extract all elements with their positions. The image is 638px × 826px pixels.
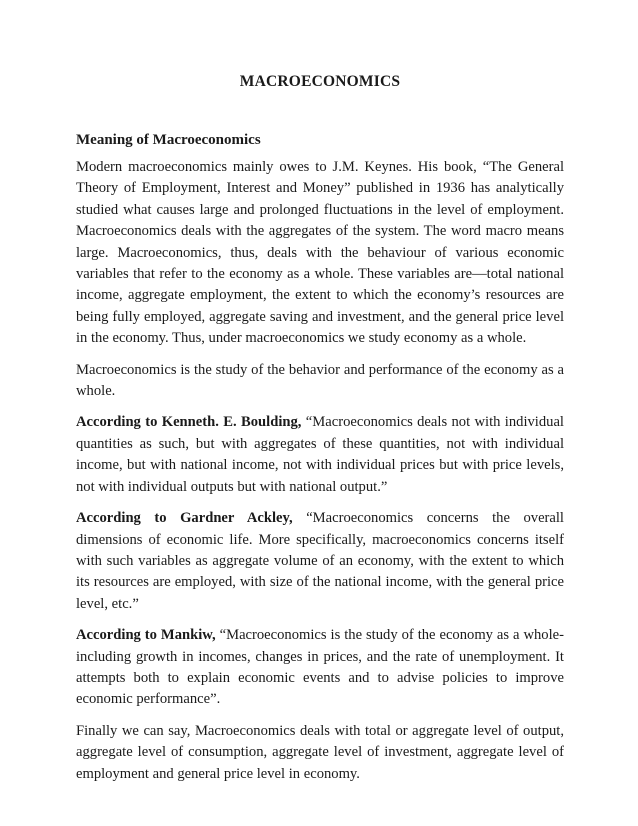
paragraph-ackley <box>76 508 564 615</box>
boulding-quote: “Macroeconomics deals not with individual quantities as such, but with aggregates of these quantities, not with individual income, but with national income, not with individual prices but with price levels, not with individual outputs but with national output.” <box>76 414 564 495</box>
paragraph-keynes: Modern macroeconomics mainly owes to J.M. Keynes. His book, “The General Theory of Employment, Interest and Money” published in 1936 has analytically studied what causes large and prolonged fluctuations in the level of employment. Macroeconomics deals with the aggregates of the system. The word macro means large. Macroeconomics, thus, deals with the behaviour of various economic variables that refer to the economy as a whole. These variables are—total national income, aggregate employment, the extent to which the economy’s resources are being fully employed, aggregate saving and investment, and the general price level in the economy. Thus, under macroeconomics we study economy as a whole. <box>76 159 564 347</box>
paragraph-conclusion: Finally we can say, Macroeconomics deals with total or aggregate level of output, aggregate level of consumption, aggregate level of investment, aggregate level of employment and general price level in economy. <box>76 722 564 782</box>
section-heading: Meaning of Macroeconomics <box>76 132 261 148</box>
paragraph-boulding <box>76 412 564 498</box>
boulding-lead: According to Kenneth. E. Boulding, <box>76 414 302 431</box>
mankiw-quote: “Macroeconomics is the study of the economy as a whole-including growth in incomes, changes in prices, and the rate of unemployment. It attempts both to explain economic events and to advise policies to improve economic performance”. <box>76 627 564 708</box>
document-page <box>76 72 564 795</box>
ackley-quote: “Macroeconomics concerns the overall dimensions of economic life. More specifically, macroeconomics concerns itself with such variables as aggregate volume of an economy, with the extent to which its resources are employed, with size of the national income, with the general price level, etc.” <box>76 510 564 612</box>
paragraph-definition: Macroeconomics is the study of the behavior and performance of the economy as a whole. <box>76 361 564 400</box>
page-title: MACROECONOMICS <box>239 73 401 90</box>
paragraph-mankiw <box>76 625 564 711</box>
mankiw-lead: According to Mankiw, <box>76 627 216 644</box>
ackley-lead: According to Gardner Ackley, <box>76 510 293 527</box>
